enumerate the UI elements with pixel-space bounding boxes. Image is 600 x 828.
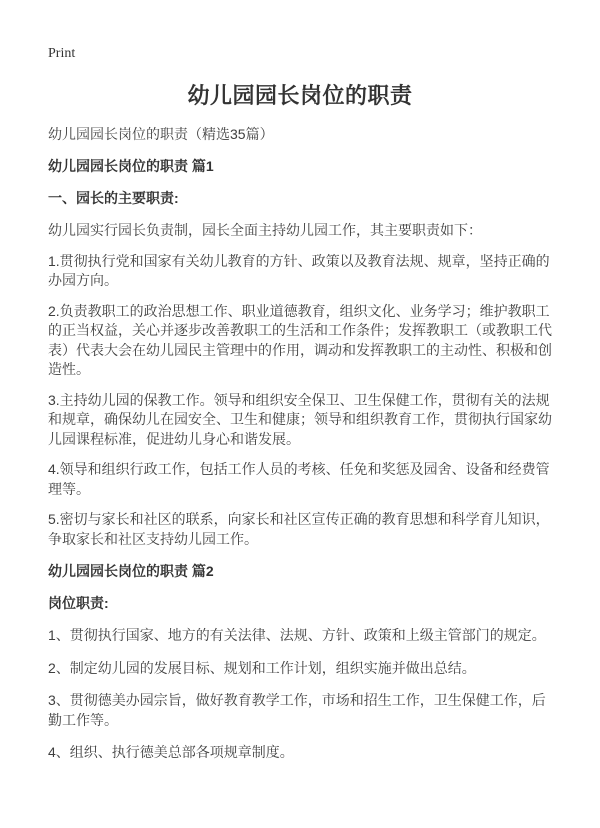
list-item: 1.贯彻执行党和国家有关幼儿教育的方针、政策以及教育法规、规章，坚持正确的办园方向。 bbox=[48, 252, 550, 288]
section-2 bbox=[48, 562, 552, 763]
print-link[interactable]: Print bbox=[48, 46, 76, 61]
section-2-heading: 幼儿园园长岗位的职责 篇2 bbox=[48, 563, 214, 579]
page-title: 幼儿园园长岗位的职责 bbox=[187, 83, 413, 108]
section-1-heading: 幼儿园园长岗位的职责 篇1 bbox=[48, 158, 214, 174]
list-item: 2.负责教职工的政治思想工作、职业道德教育，组织文化、业务学习；维护教职工的正当权益，关心并逐步改善教职工的生活和工作条件；发挥教职工（或教职工代表）代表大会在幼儿园民主管理中的作用，调动和发挥教职工的主动性、积极和创造性。 bbox=[48, 302, 552, 377]
section-2-subheading: 岗位职责: bbox=[48, 595, 109, 611]
section-1 bbox=[48, 157, 552, 549]
list-item: 2、制定幼儿园的发展目标、规划和工作计划，组织实施并做出总结。 bbox=[48, 659, 476, 676]
doc-subtitle: 幼儿园园长岗位的职责（精选35篇） bbox=[48, 126, 274, 142]
list-item: 4.领导和组织行政工作，包括工作人员的考核、任免和奖惩及园舍、设备和经费管理等。 bbox=[48, 461, 550, 497]
list-item: 5.密切与家长和社区的联系，向家长和社区宣传正确的教育思想和科学育儿知识，争取家长和社区支持幼儿园工作。 bbox=[48, 511, 550, 547]
list-item: 1、贯彻执行国家、地方的有关法律、法规、方针、政策和上级主管部门的规定。 bbox=[48, 627, 546, 643]
list-item: 3.主持幼儿园的保教工作。领导和组织安全保卫、卫生保健工作，贯彻有关的法规和规章，确保幼儿在园安全、卫生和健康；领导和组织教育工作，贯彻执行国家幼儿园课程标准，促进幼儿身心和谐发展。 bbox=[48, 391, 552, 447]
section-1-intro: 幼儿园实行园长负责制，园长全面主持幼儿园工作，其主要职责如下： bbox=[48, 222, 482, 238]
list-item: 3、贯彻德美办园宗旨，做好教育教学工作，市场和招生工作，卫生保健工作，后勤工作等。 bbox=[48, 692, 546, 728]
list-item: 4、组织、执行德美总部各项规章制度。 bbox=[48, 744, 294, 760]
section-1-subheading: 一、园长的主要职责: bbox=[48, 190, 179, 206]
